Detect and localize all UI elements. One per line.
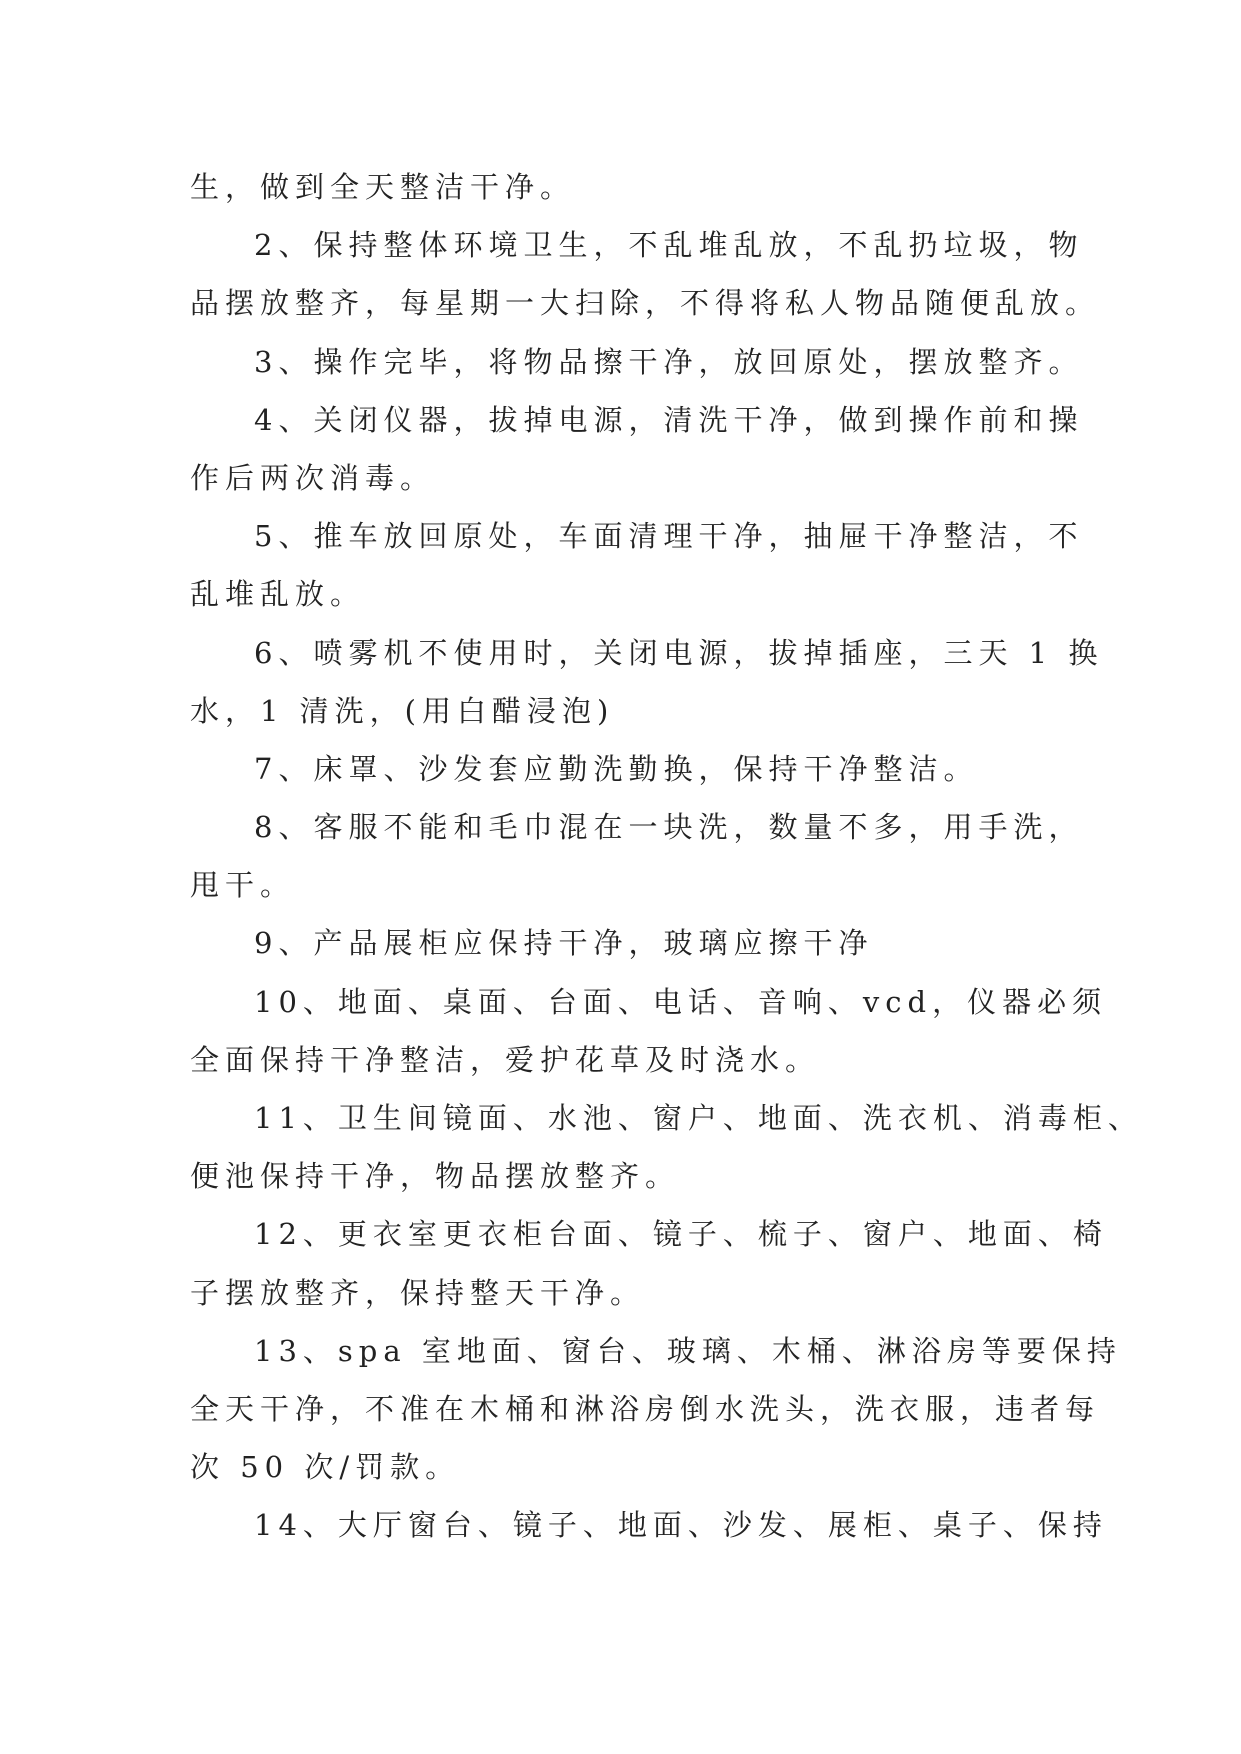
- text-line: 作后两次消毒。: [190, 460, 436, 495]
- text-line: 2、保持整体环境卫生，不乱堆乱放，不乱扔垃圾，物: [254, 228, 1084, 263]
- document-body: [190, 158, 1143, 1555]
- text-line: 4、关闭仪器，拔掉电源，清洗干净，做到操作前和操: [254, 402, 1084, 437]
- text-line: 生，做到全天整洁干净。: [190, 170, 576, 204]
- text-line: 6、喷雾机不使用时，关闭电源，拔掉插座，三天 1 换: [254, 635, 1104, 670]
- text-line: 3、操作完毕，将物品擦干净，放回原处，摆放整齐。: [254, 344, 1084, 379]
- text-line: 子摆放整齐，保持整天干净。: [190, 1275, 646, 1310]
- text-line: 甩干。: [190, 868, 296, 903]
- text-line: 7、床罩、沙发套应勤洗勤换，保持干净整洁。: [254, 751, 979, 786]
- text-line: 11、卫生间镜面、水池、窗户、地面、洗衣机、消毒柜、: [254, 1101, 1143, 1135]
- text-line: 乱堆乱放。: [190, 577, 366, 612]
- text-line: 次 50 次/罚款。: [190, 1450, 461, 1485]
- text-line: 12、更衣室更衣柜台面、镜子、梳子、窗户、地面、椅: [254, 1217, 1108, 1252]
- text-line: 9、产品展柜应保持干净，玻璃应擦干净: [254, 926, 874, 961]
- text-line: 5、推车放回原处，车面清理干净，抽屉干净整洁，不: [254, 519, 1084, 554]
- text-line: 便池保持干净，物品摆放整齐。: [190, 1159, 681, 1194]
- text-line: 全天干净，不准在木桶和淋浴房倒水洗头，洗衣服，违者每: [190, 1391, 1101, 1426]
- text-line: 10、地面、桌面、台面、电话、音响、vcd，仪器必须: [254, 984, 1108, 1019]
- text-line: 品摆放整齐，每星期一大扫除，不得将私人物品随便乱放。: [190, 286, 1101, 321]
- text-line: 8、客服不能和毛巾混在一块洗，数量不多，用手洗，: [254, 810, 1084, 845]
- text-line: 13、spa 室地面、窗台、玻璃、木桶、淋浴房等要保持: [254, 1333, 1122, 1368]
- text-line: 14、大厅窗台、镜子、地面、沙发、展柜、桌子、保持: [254, 1508, 1108, 1543]
- text-line: 水，1 清洗，(用白醋浸泡): [190, 693, 615, 728]
- text-line: 全面保持干净整洁，爱护花草及时浇水。: [190, 1042, 821, 1077]
